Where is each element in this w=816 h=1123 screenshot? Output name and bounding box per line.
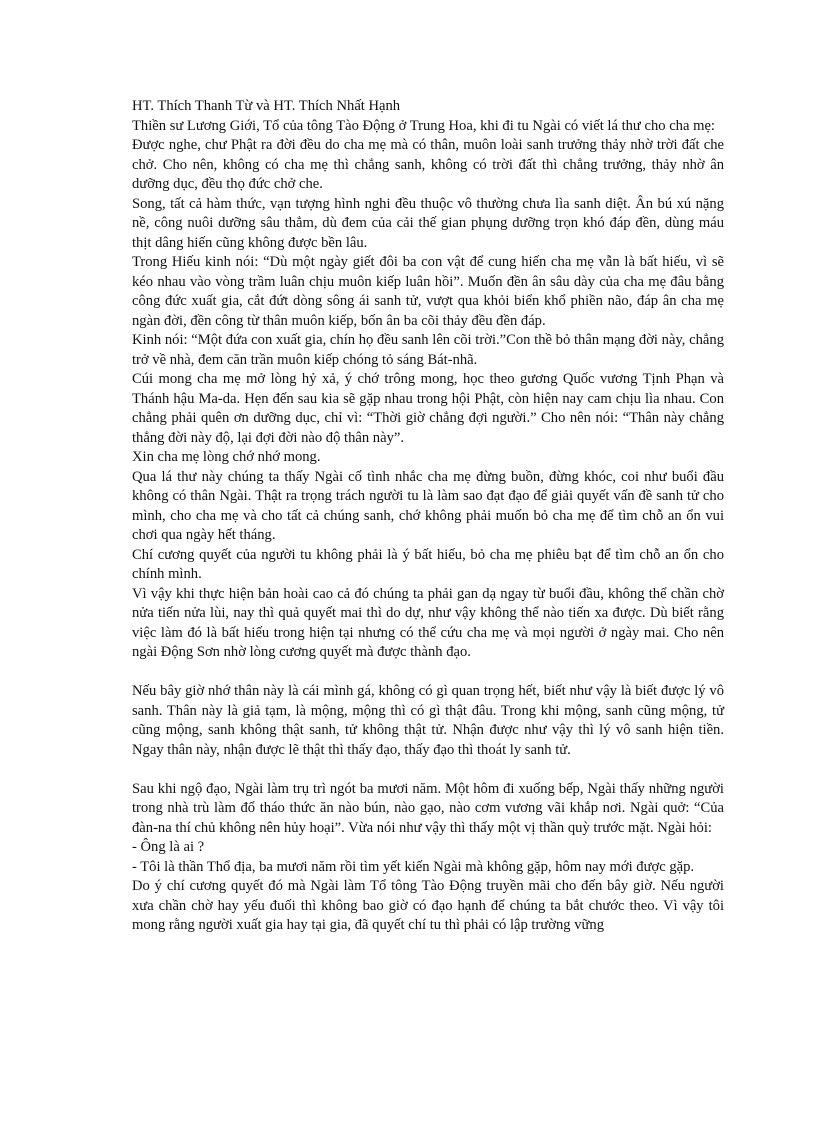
paragraph: Sau khi ngộ đạo, Ngài làm trụ trì ngót ba mươi năm. Một hôm đi xuống bếp, Ngài thấy những người trong nhà trù làm đổ tháo thức ăn nào bún, nào gạo, nào cơm vương vãi khắp nơi. Ngài quở: “Của đàn-na thí chủ không nên hủy hoại”. Vừa nói như vậy thì thấy một vị thần quỳ trước mặt. Ngài hỏi:: [132, 780, 724, 836]
document-page: [132, 97, 724, 936]
blank-line: [132, 760, 724, 780]
paragraph: Nếu bây giờ nhớ thân này là cái mình gá, không có gì quan trọng hết, biết như vậy là biết được lý vô sanh. Thân này là giả tạm, là mộng, mộng thì có gì thật đâu. Trong khi mộng, sanh cũng mộng, tử cũng mộng, sanh không thật sanh, tử không thật tử. Nhận được như vậy thì lý vô sanh hiện tiền. Ngay thân này, nhận được lẽ thật thì thấy đạo, thấy đạo thì thoát ly sanh tử.: [132, 683, 724, 758]
paragraph: Xin cha mẹ lòng chớ nhớ mong.: [132, 449, 321, 465]
blank-line: [132, 663, 724, 683]
paragraph: Song, tất cả hàm thức, vạn tượng hình nghi đều thuộc vô thường chưa lìa sanh diệt. Ân bú xú nặng nề, công nuôi dưỡng sâu thẳm, dù đem của cải thế gian phụng dưỡng trọn khó đáp đền, dùng máu thịt dâng hiến cũng không được bền lâu.: [132, 195, 724, 251]
paragraph: Trong Hiếu kinh nói: “Dù một ngày giết đôi ba con vật để cung hiến cha mẹ vẫn là bất hiếu, vì sẽ kéo nhau vào vòng trầm luân chịu muôn kiếp luân hồi”. Muốn đền ân sâu dày của cha mẹ đâu bằng công đức xuất gia, cắt đứt dòng sông ái sanh tử, vượt qua khỏi biển khổ phiền não, đáp ân cha mẹ ngàn đời, đền công từ thân muôn kiếp, bốn ân ba cõi thảy đều đền đáp.: [132, 254, 724, 329]
dialogue-line: - Tôi là thần Thổ địa, ba mươi năm rồi tìm yết kiến Ngài mà không gặp, hôm nay mới được gặp.: [132, 858, 695, 875]
author-line: HT. Thích Thanh Từ và HT. Thích Nhất Hạnh: [132, 98, 401, 114]
paragraph: Qua lá thư này chúng ta thấy Ngài cố tình nhắc cha mẹ đừng buồn, đừng khóc, coi như buổi đầu không có thân Ngài. Thật ra trọng trách người tu là làm sao đạt đạo để giải quyết vấn đề sanh tử cho mình, cho cha mẹ và cho tất cả chúng sanh, chớ không phải muốn bỏ cha mẹ để tìm chỗ an ổn vui chơi qua ngày hết tháng.: [132, 468, 724, 543]
paragraph: Chí cương quyết của người tu không phải là ý bất hiếu, bỏ cha mẹ phiêu bạt để tìm chỗ an ổn cho chính mình.: [132, 546, 724, 582]
paragraph: Cúi mong cha mẹ mở lòng hỷ xả, ý chớ trông mong, học theo gương Quốc vương Tịnh Phạn và Thánh hậu Ma-da. Hẹn đến sau kia sẽ gặp nhau trong hội Phật, còn hiện nay cam chịu lìa nhau. Con chẳng phải quên ơn dưỡng dục, chỉ vì: “Thời giờ chẳng đợi người.” Cho nên nói: “Thân này chẳng thẳng đời này độ, lại đợi đời nào độ thân này”.: [132, 371, 724, 446]
dialogue-line: - Ông là ai ?: [132, 839, 205, 855]
paragraph: Được nghe, chư Phật ra đời đều do cha mẹ mà có thân, muôn loài sanh trưởng thảy nhờ trời đất che chở. Cho nên, không có cha mẹ thì chẳng sanh, không có trời đất thì chẳng trưởng, thảy nhờ ân dưỡng dục, đều thọ đức chở che.: [132, 137, 724, 192]
paragraph: Kinh nói: “Một đứa con xuất gia, chín họ đều sanh lên cõi trời.”Con thề bỏ thân mạng đời này, chẳng trở về nhà, đem căn trần muôn kiếp chóng tỏ sáng Bát-nhã.: [132, 332, 724, 368]
paragraph: Thiền sư Lương Giới, Tổ của tông Tào Động ở Trung Hoa, khi đi tu Ngài có viết lá thư cho cha mẹ:: [132, 117, 715, 134]
paragraph: Do ý chí cương quyết đó mà Ngài làm Tổ tông Tào Động truyền mãi cho đến bây giờ. Nếu người xưa chần chờ hay yếu đuối thì không bao giờ có đạo hạnh để chúng ta bắt chước theo. Vì vậy tôi mong rằng người xuất gia hay tại gia, đã quyết chí tu thì phải có lập trường vững: [132, 878, 724, 933]
paragraph: Vì vậy khi thực hiện bản hoài cao cả đó chúng ta phải gan dạ ngay từ buổi đầu, không thể chần chờ nửa tiến nửa lùi, nay thì quả quyết mai thì do dự, như vậy không thể nào tiến xa được. Dù biết rằng việc làm đó là bất hiếu trong hiện tại nhưng có thể cứu cha mẹ và mọi người ở ngày mai. Cho nên ngài Động Sơn nhờ lòng cương quyết mà được thành đạo.: [132, 585, 724, 660]
